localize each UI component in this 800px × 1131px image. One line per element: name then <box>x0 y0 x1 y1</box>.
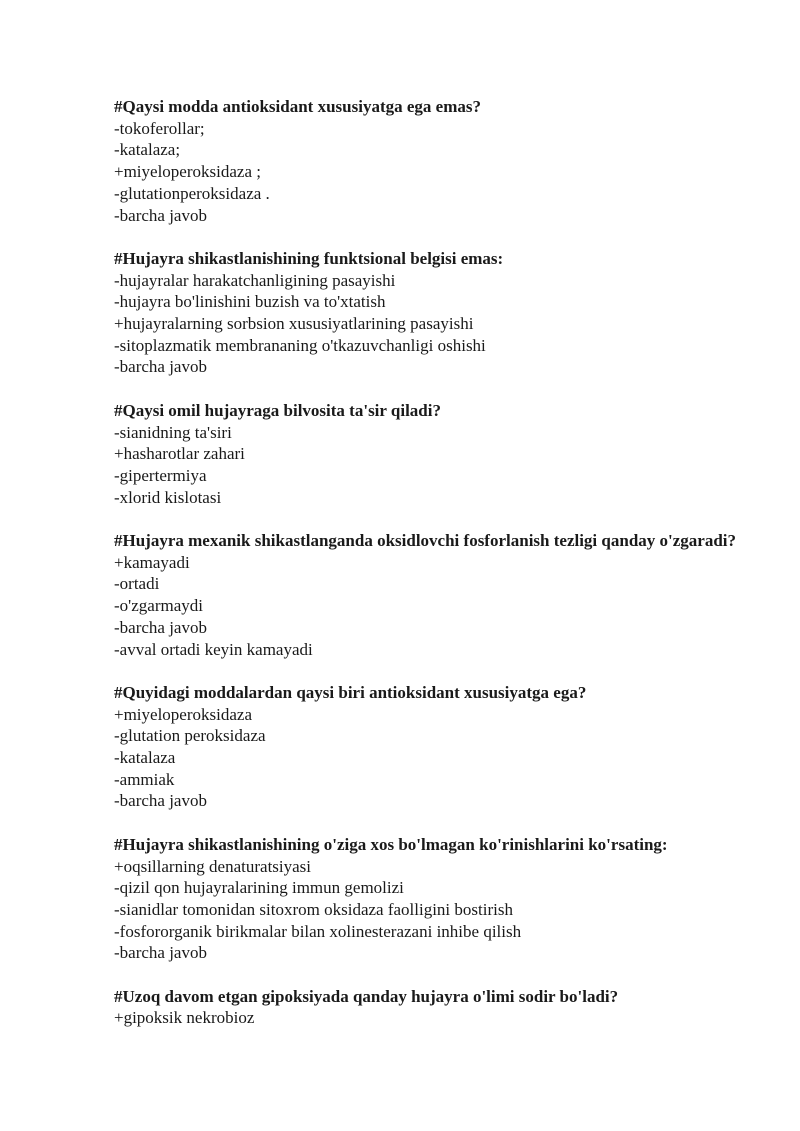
question-block <box>114 682 742 812</box>
answer-option: -sianidlar tomonidan sitoxrom oksidaza faolligini bostirish <box>114 899 513 919</box>
answer-option: +gipoksik nekrobioz <box>114 1008 255 1028</box>
answer-option: -katalaza <box>114 748 176 768</box>
answer-option: -avval ortadi keyin kamayadi <box>114 639 313 659</box>
question-block <box>114 96 742 226</box>
answer-option: -glutation peroksidaza <box>114 726 266 746</box>
answer-option: +hujayralarning sorbsion xususiyatlarining pasayishi <box>114 314 474 334</box>
question-block <box>114 834 742 964</box>
answer-option: -barcha javob <box>114 943 207 963</box>
question-text: #Quyidagi moddalardan qaysi biri antioksidant xususiyatga ega? <box>114 682 587 702</box>
question-text: #Hujayra shikastlanishining funktsional belgisi emas: <box>114 248 504 268</box>
answer-option: -qizil qon hujayralarining immun gemolizi <box>114 878 404 898</box>
question-block <box>114 986 742 1029</box>
question-text: #Hujayra shikastlanishining o'ziga xos bo'lmagan ko'rinishlarini ko'rsating: <box>114 834 668 854</box>
document-page <box>114 96 742 1051</box>
answer-option: -sitoplazmatik membrananing o'tkazuvchanligi oshishi <box>114 335 486 355</box>
answer-option: +hasharotlar zahari <box>114 444 245 464</box>
answer-option: +kamayadi <box>114 552 190 572</box>
answer-option: -gipertermiya <box>114 465 207 485</box>
answer-option: -fosfororganik birikmalar bilan xolinesterazani inhibe qilish <box>114 921 522 941</box>
question-block <box>114 248 742 378</box>
answer-option: -barcha javob <box>114 205 207 225</box>
answer-option: -glutationperoksidaza . <box>114 183 270 203</box>
answer-option: -sianidning ta'siri <box>114 422 232 442</box>
question-text: #Uzoq davom etgan gipoksiyada qanday hujayra o'limi sodir bo'ladi? <box>114 986 619 1006</box>
question-block <box>114 400 742 509</box>
question-block <box>114 530 742 660</box>
answer-option: -barcha javob <box>114 617 207 637</box>
answer-option: -tokoferollar; <box>114 118 205 138</box>
answer-option: +oqsillarning denaturatsiyasi <box>114 856 312 876</box>
answer-option: -o'zgarmaydi <box>114 596 203 616</box>
answer-option: -xlorid kislotasi <box>114 487 222 507</box>
answer-option: -katalaza; <box>114 140 181 160</box>
question-text: #Qaysi omil hujayraga bilvosita ta'sir qiladi? <box>114 400 441 420</box>
answer-option: -ortadi <box>114 574 160 594</box>
answer-option: -hujayralar harakatchanligining pasayishi <box>114 270 396 290</box>
question-text: #Qaysi modda antioksidant xususiyatga ega emas? <box>114 97 481 116</box>
answer-option: -ammiak <box>114 769 175 789</box>
question-text: #Hujayra mexanik shikastlanganda oksidlovchi fosforlanish tezligi qanday o'zgaradi? <box>114 531 737 551</box>
answer-option: -hujayra bo'linishini buzish va to'xtatish <box>114 292 386 312</box>
answer-option: -barcha javob <box>114 357 207 377</box>
answer-option: -barcha javob <box>114 791 207 811</box>
answer-option: +miyeloperoksidaza ; <box>114 162 261 182</box>
answer-option: +miyeloperoksidaza <box>114 704 252 724</box>
